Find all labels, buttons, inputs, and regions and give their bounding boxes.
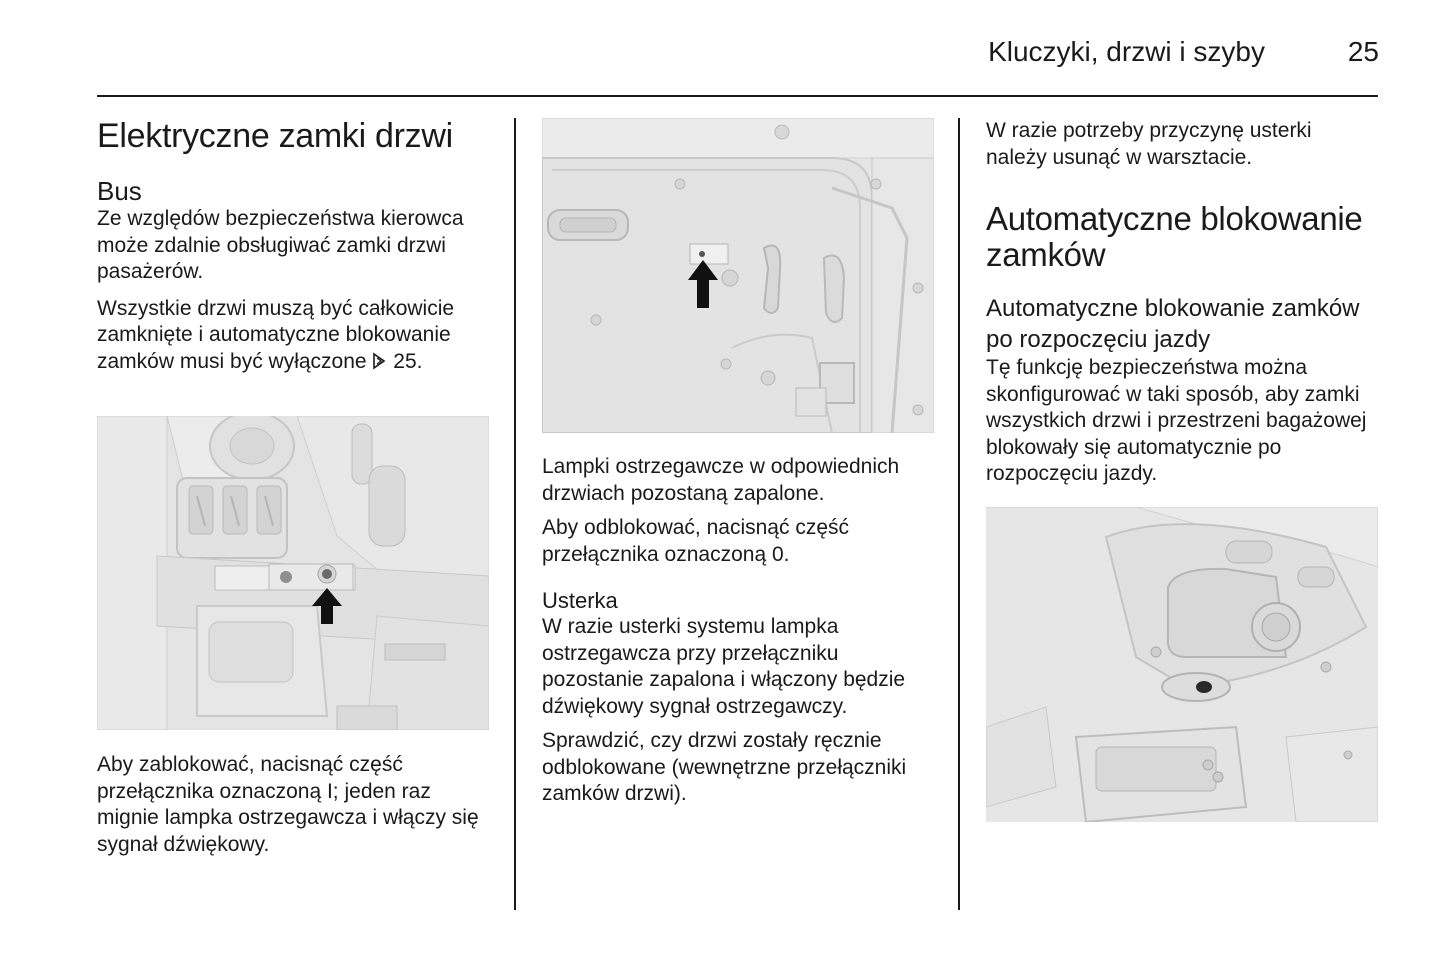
subsection-heading-usterka: Usterka (542, 588, 618, 613)
running-header-title: Kluczyki, drzwi i szyby (988, 36, 1265, 67)
overhead-console-illustration (986, 507, 1378, 822)
section-heading: Automatyczne blokowanie zamków (986, 200, 1363, 273)
column-1 (97, 118, 489, 375)
page-number: 25 (1347, 36, 1379, 67)
subsection-heading: Automatyczne blokowanie zamków po rozpoczęciu jazdy (986, 295, 1360, 353)
column-1-lower (97, 752, 497, 858)
paragraph: Ze względów bezpieczeństwa kierowca może zdalnie obsługiwać zamki drzwi pasażerów. (97, 207, 464, 283)
column-divider-2 (958, 118, 960, 910)
page-reference[interactable]: 25. (393, 349, 423, 373)
dashboard-switch-illustration (97, 416, 489, 730)
paragraph: W razie usterki systemu lampka ostrzegawcza przy przełączniku pozostanie zapalona i włączony będzie dźwiękowy sygnał ostrzegawczy. (542, 615, 906, 718)
column-2 (542, 454, 942, 808)
section-heading: Elektryczne zamki drzwi (97, 117, 453, 155)
paragraph: Aby odblokować, nacisnąć część przełącznika oznaczoną 0. (542, 516, 849, 566)
paragraph: Tę funkcję bezpieczeństwa można skonfigurować w taki sposób, aby zamki wszystkich drzwi i przestrzeni bagażowej blokowały się automatycznie po rozpoczęciu jazdy. (986, 356, 1367, 485)
paragraph: Lampki ostrzegawcze w odpowiednich drzwiach pozostaną zapalone. (542, 455, 900, 505)
cross-reference-arrow-icon (372, 349, 387, 376)
header-rule (97, 95, 1378, 97)
paragraph: W razie potrzeby przyczynę usterki należy usunąć w warsztacie. (986, 119, 1312, 169)
door-panel-illustration (542, 118, 934, 433)
subsection-heading-bus: Bus (97, 176, 142, 206)
paragraph: Sprawdzić, czy drzwi zostały ręcznie odblokowane (wewnętrzne przełączniki zamków drzwi). (542, 729, 907, 805)
column-divider-1 (514, 118, 516, 910)
paragraph: Wszystkie drzwi muszą być całkowicie zamknięte i automatyczne blokowanie zamków musi być wyłączone 25. (97, 296, 489, 376)
paragraph: Aby zablokować, nacisnąć część przełącznika oznaczoną I; jeden raz mignie lampka ostrzegawcza i włączy się sygnał dźwiękowy. (97, 753, 479, 856)
column-3 (986, 118, 1378, 488)
